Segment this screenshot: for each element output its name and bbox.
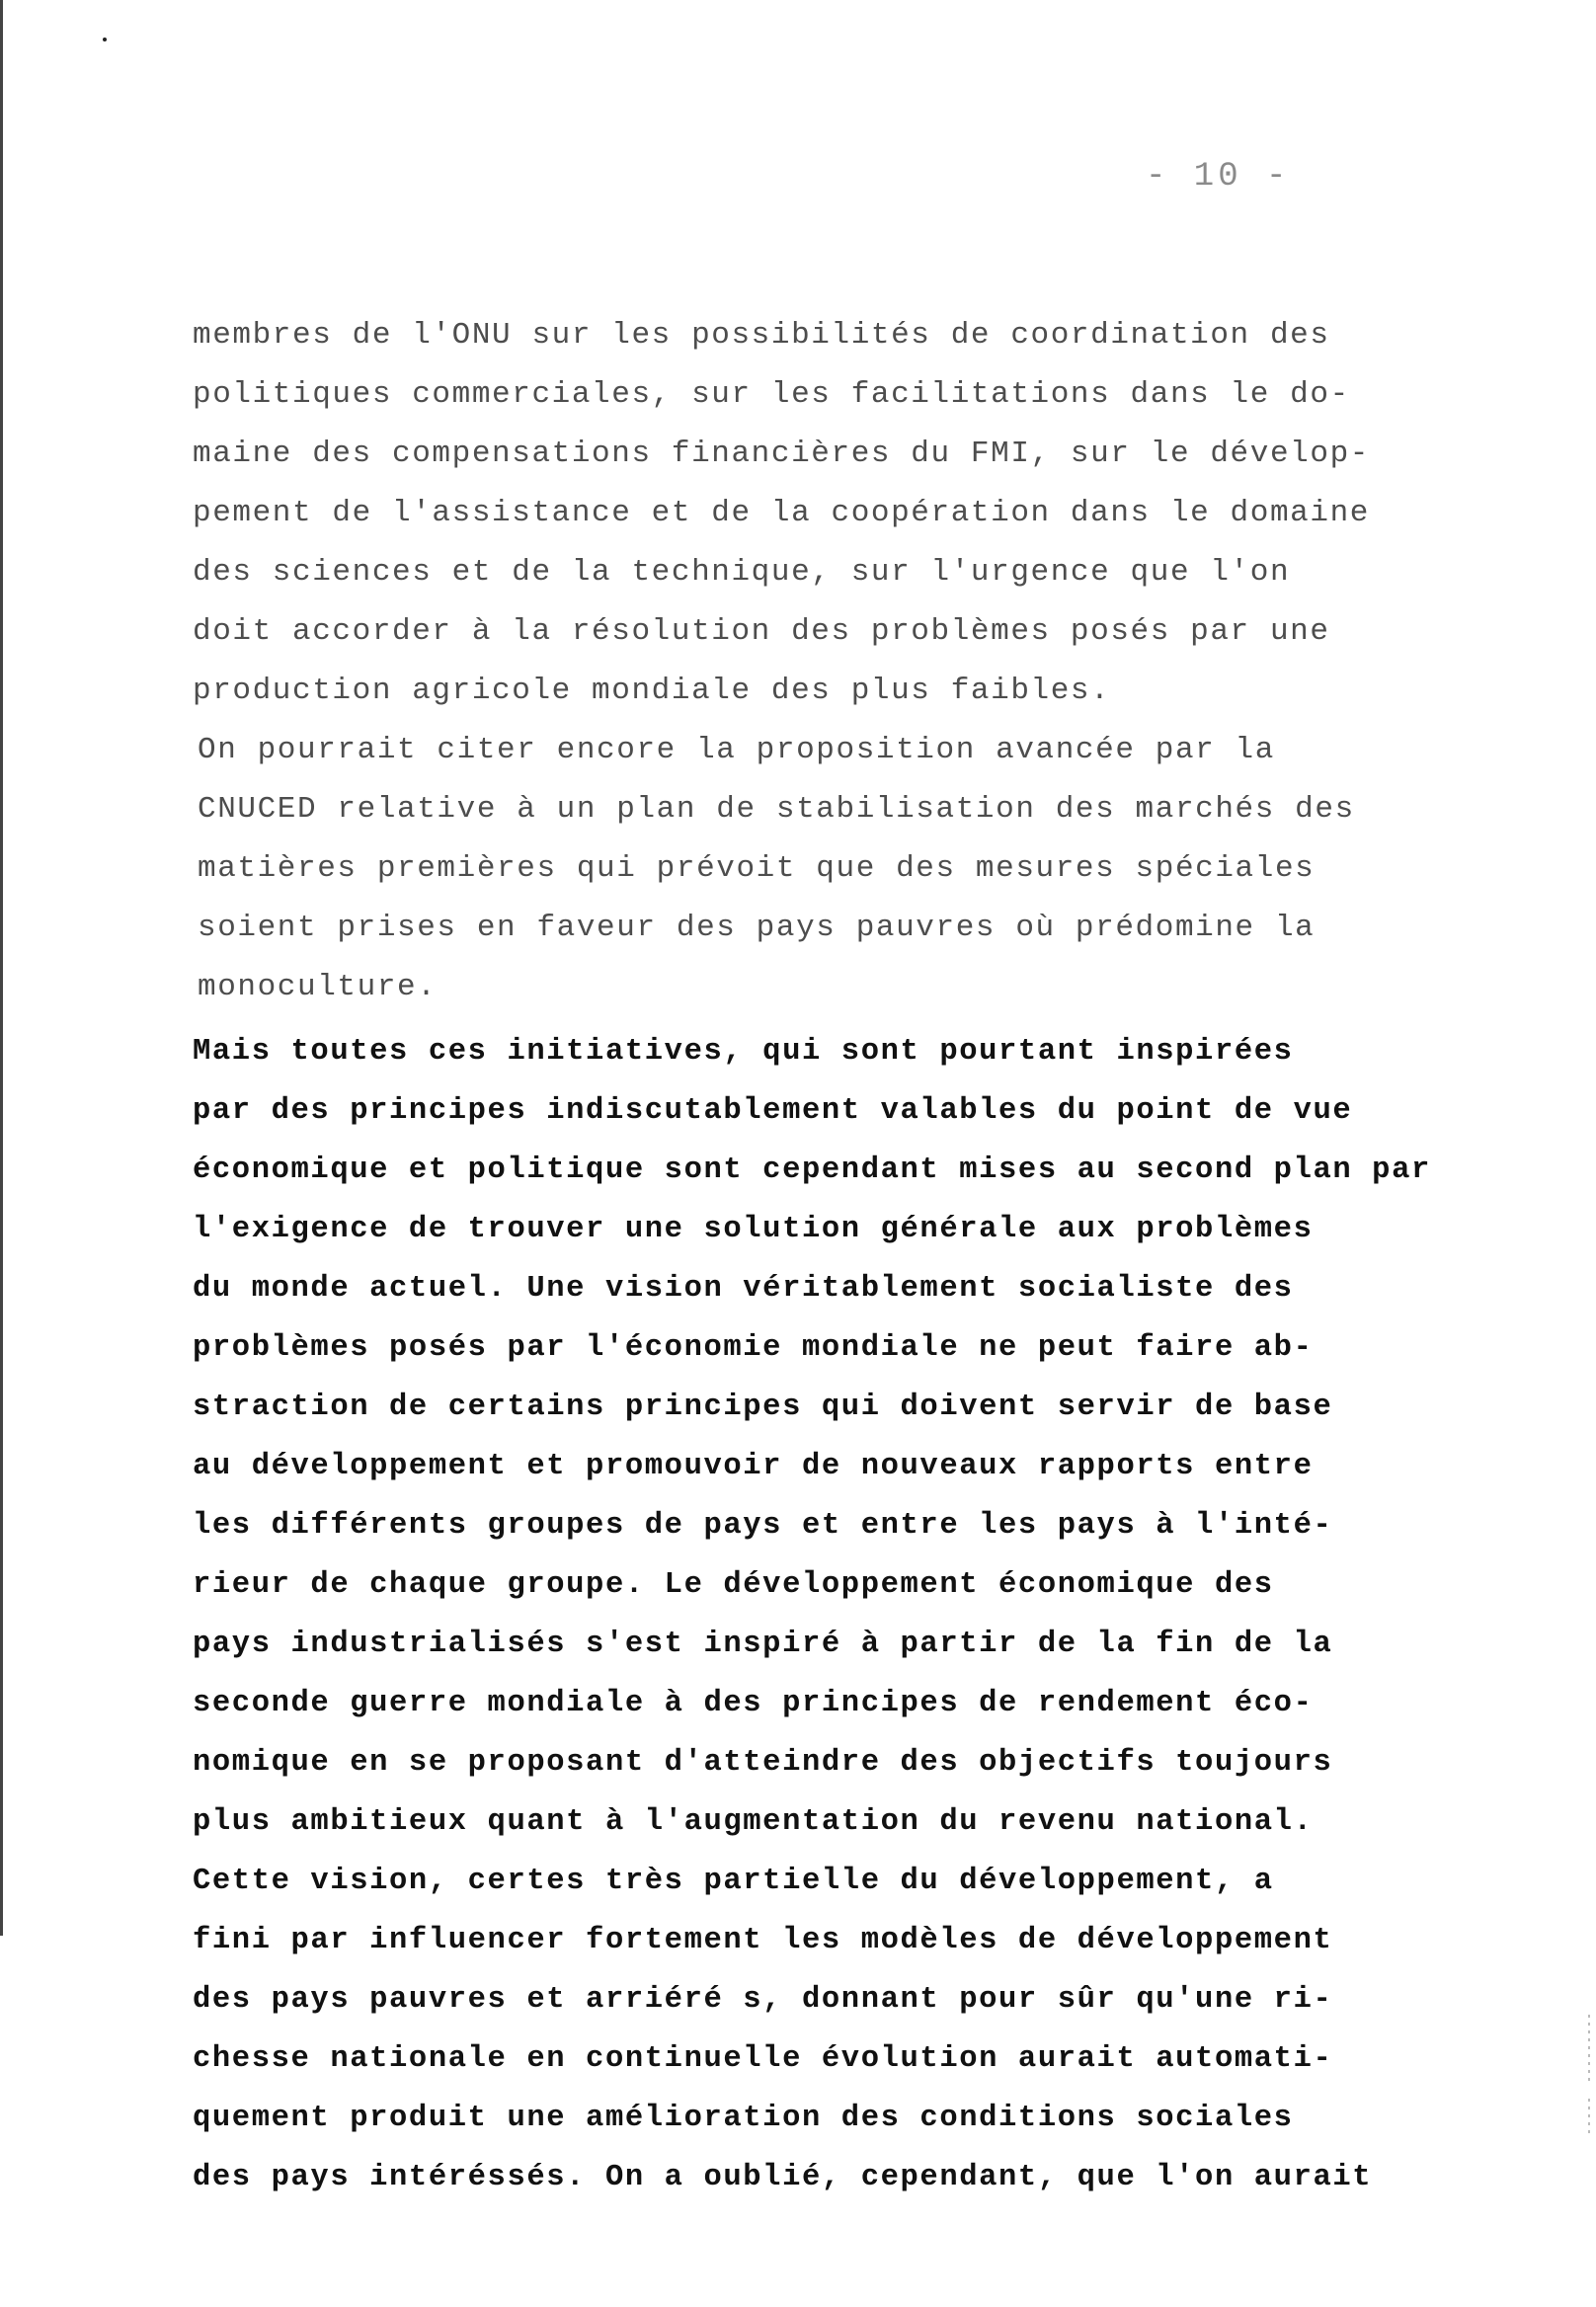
text-line: chesse nationale en continuelle évolution aurait automati- — [193, 2042, 1333, 2076]
text-line: On pourrait citer encore la proposition avancée par la — [198, 733, 1275, 767]
text-line: du monde actuel. Une vision véritablement socialiste des — [193, 1272, 1294, 1306]
paragraph-2 — [198, 721, 1481, 1017]
text-line: pement de l'assistance et de la coopération dans le domaine — [193, 496, 1370, 530]
text-line: des pays pauvres et arriéré s, donnant pour sûr qu'une ri- — [193, 1983, 1333, 2017]
text-line: soient prises en faveur des pays pauvres où prédomine la — [198, 911, 1316, 945]
text-line: monoculture. — [198, 970, 438, 1004]
text-line: les différents groupes de pays et entre les pays à l'inté- — [193, 1509, 1333, 1543]
text-line: doit accorder à la résolution des problèmes posés par une — [193, 614, 1330, 649]
text-line: rieur de chaque groupe. Le développement économique des — [193, 1568, 1274, 1602]
text-line: maine des compensations financières du FMI, sur le dévelop- — [193, 437, 1370, 471]
text-line: matières premières qui prévoit que des mesures spéciales — [198, 851, 1316, 886]
text-line: seconde guerre mondiale à des principes de rendement éco- — [193, 1687, 1314, 1720]
page-number: - 10 - — [1146, 158, 1291, 196]
paragraph-3 — [193, 1022, 1476, 2207]
scan-speck — [103, 38, 107, 41]
text-line: problèmes posés par l'économie mondiale ne peut faire ab- — [193, 1331, 1314, 1365]
text-line: straction de certains principes qui doivent servir de base — [193, 1391, 1333, 1424]
text-line: production agricole mondiale des plus faibles. — [193, 674, 1111, 708]
text-line: pays industrialisés s'est inspiré à partir de la fin de la — [193, 1628, 1333, 1661]
text-line: CNUCED relative à un plan de stabilisation des marchés des — [198, 792, 1355, 827]
scan-edge-marks — [1588, 2015, 1590, 2084]
text-line: politiques commerciales, sur les facilitations dans le do- — [193, 377, 1350, 412]
text-line: économique et politique sont cependant mises au second plan par — [193, 1154, 1431, 1187]
text-line: Cette vision, certes très partielle du développement, a — [193, 1865, 1274, 1898]
text-line: des sciences et de la technique, sur l'urgence que l'on — [193, 555, 1291, 590]
text-line: nomique en se proposant d'atteindre des objectifs toujours — [193, 1746, 1333, 1780]
scan-edge-marks — [1588, 2099, 1590, 2138]
text-line: membres de l'ONU sur les possibilités de coordination des — [193, 318, 1330, 353]
paragraph-1 — [193, 306, 1476, 721]
text-line: Mais toutes ces initiatives, qui sont pourtant inspirées — [193, 1035, 1294, 1069]
text-line: des pays intéréssés. On a oublié, cependant, que l'on aurait — [193, 2161, 1373, 2194]
text-line: au développement et promouvoir de nouveaux rapports entre — [193, 1450, 1314, 1483]
text-line: quement produit une amélioration des conditions sociales — [193, 2102, 1294, 2135]
text-line: par des principes indiscutablement valables du point de vue — [193, 1094, 1353, 1128]
text-line: fini par influencer fortement les modèles de développement — [193, 1924, 1333, 1957]
scan-left-edge — [0, 0, 3, 1936]
text-line: plus ambitieux quant à l'augmentation du revenu national. — [193, 1805, 1314, 1839]
text-line: l'exigence de trouver une solution générale aux problèmes — [193, 1213, 1314, 1246]
